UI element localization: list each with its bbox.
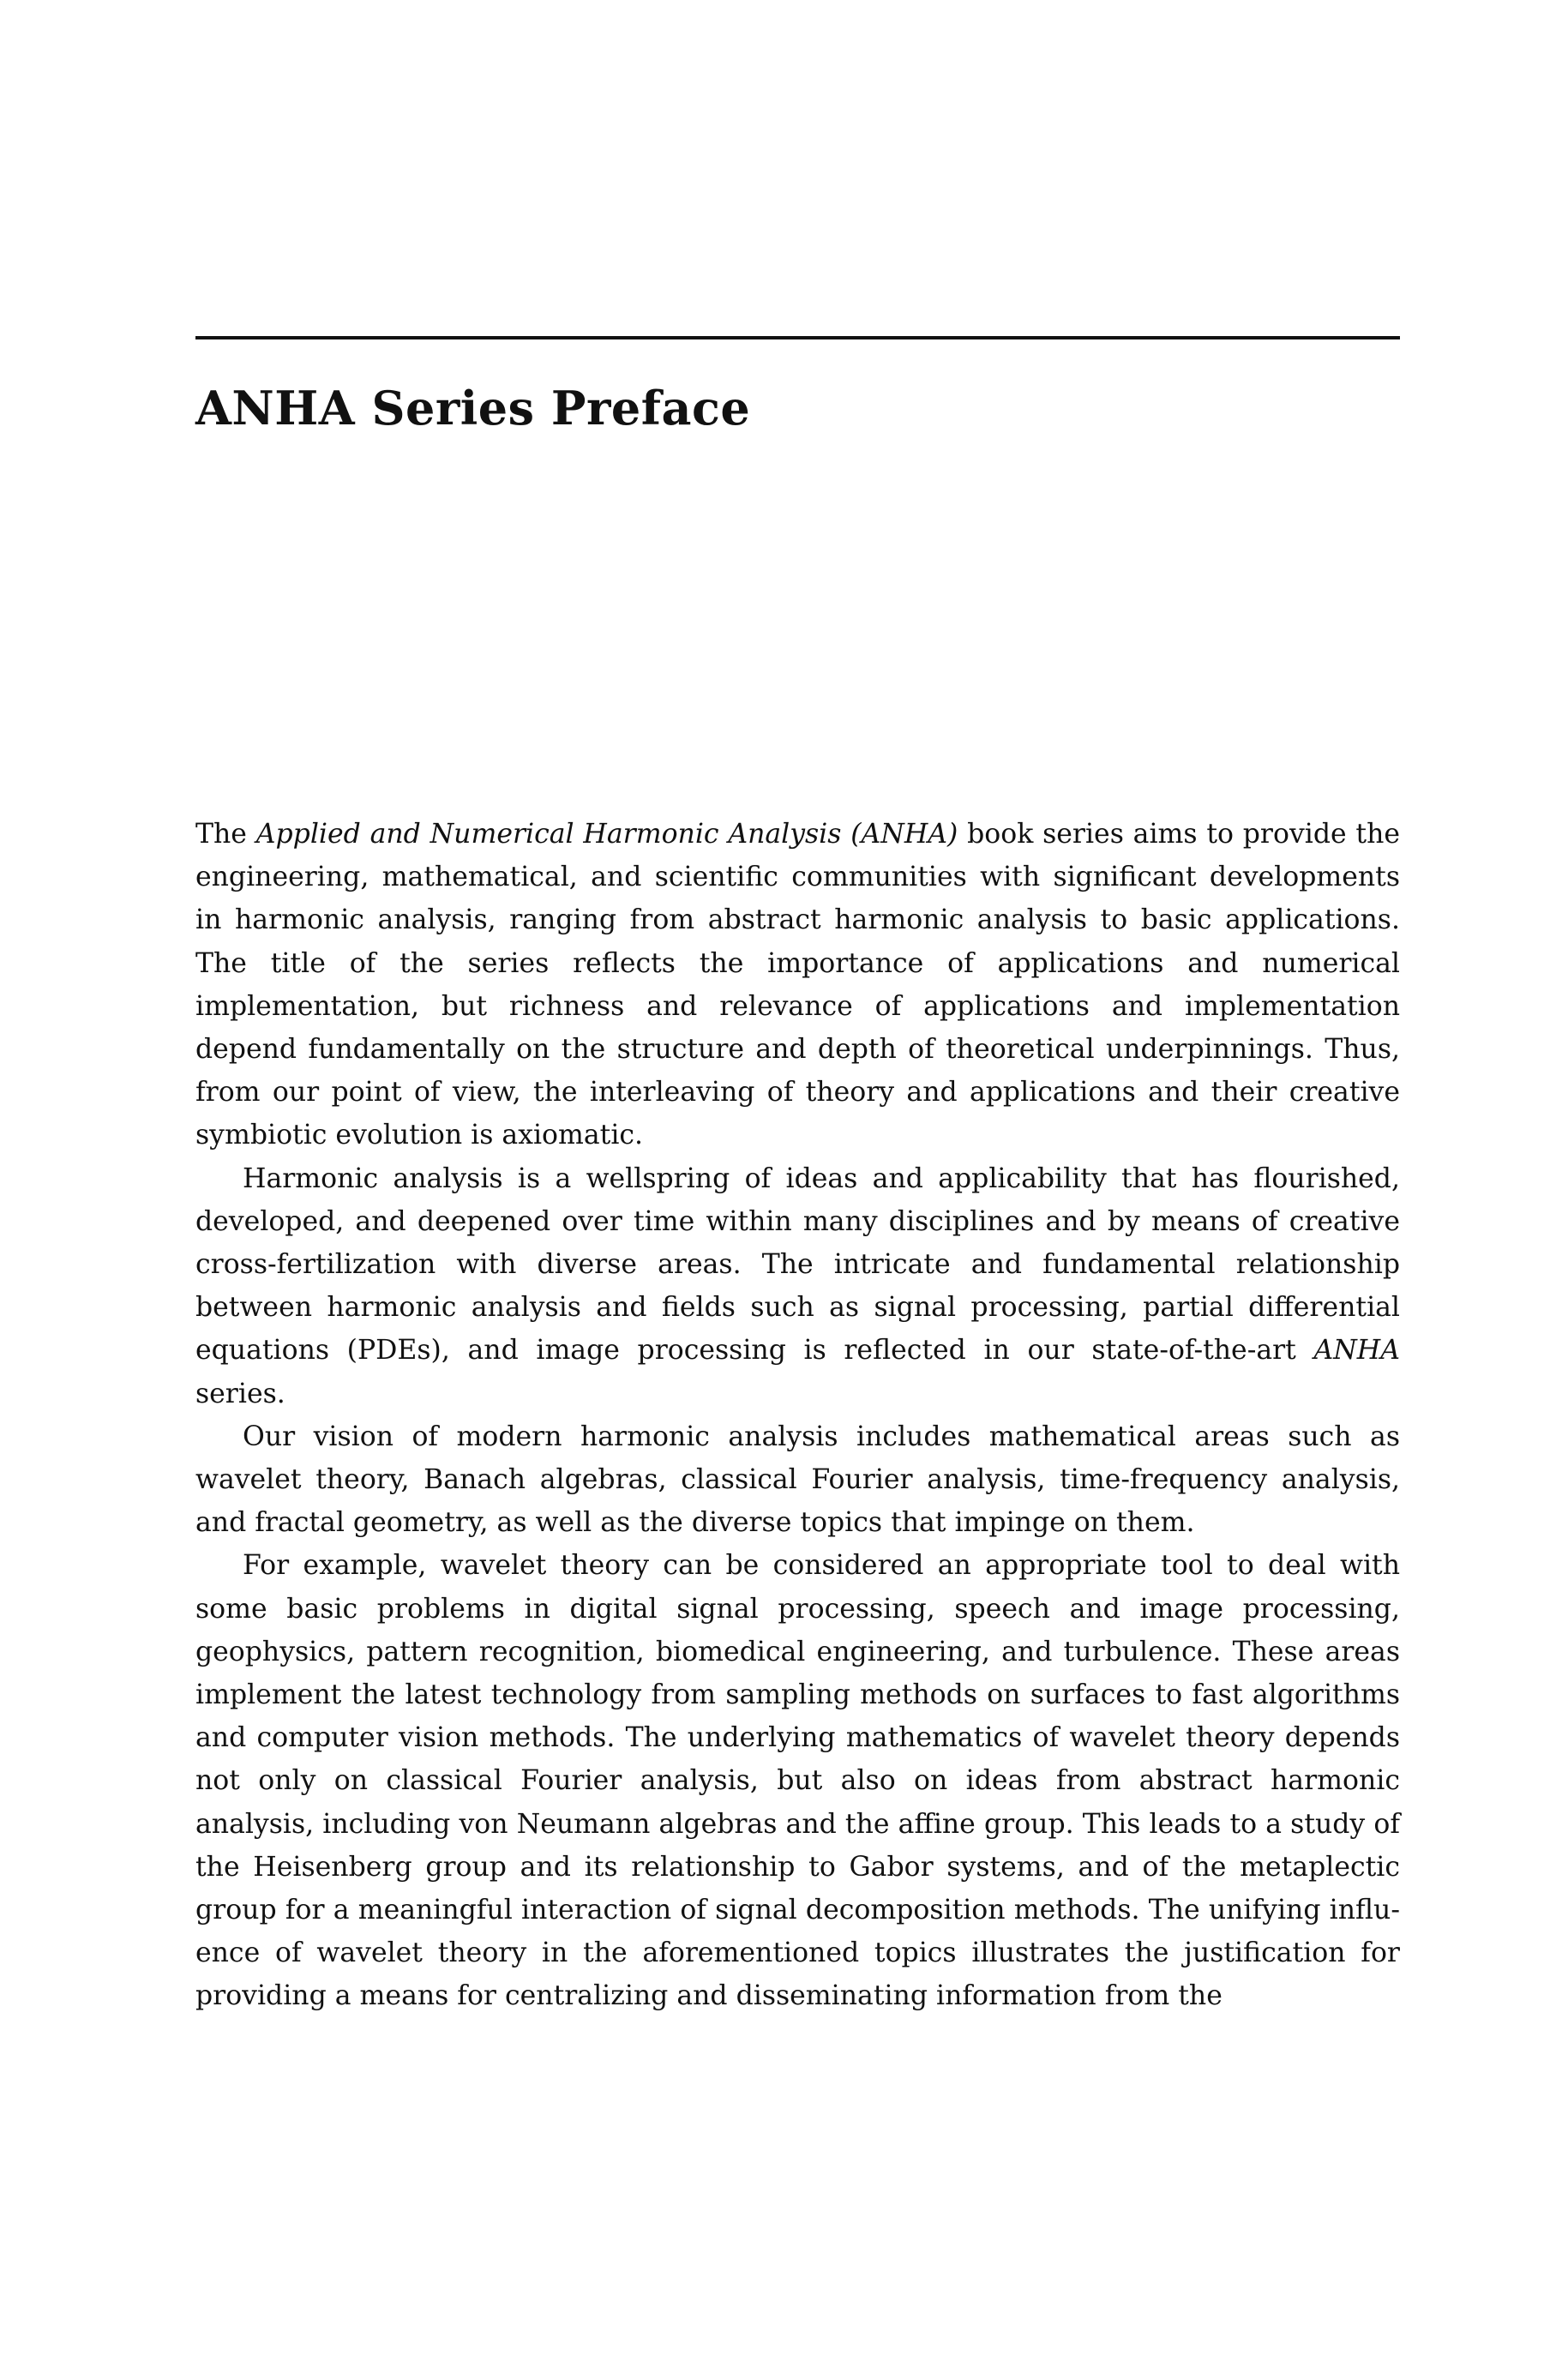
paragraph-3-text-1: Our vision of modern harmonic analysis includes mathematical areas such as wavelet theory, Banach algebras, classical Fourier analysis, time-frequency analysis, and fractal geometry, as well as the diverse topics that impinge on them. (195, 1421, 1400, 1539)
series-name-italic: Applied and Numerical Harmonic Analysis (ANHA) (255, 819, 958, 850)
preface-body (195, 813, 1400, 2018)
paragraph-2-text-2: series. (195, 1378, 285, 1409)
paragraph-1-text-2: book series aims to provide the engineering, mathematical, and scientific communities with significant developments in harmonic analysis, ranging from abstract harmonic analysis to basic applications. The title of the series reflects the importance of applications and numerical implementation, but richness and relevance of applications and implementation depend fundamentally on the structure and depth of theoretical underpinnings. Thus, from our point of view, the interleaving of theory and applications and their creative symbiotic evolution is axiomatic. (195, 819, 1401, 1151)
page-title: ANHA Series Preface (195, 381, 751, 436)
paragraph-4-text-1: For example, wavelet theory can be considered an appropriate tool to deal with some basic problems in digital signal processing, speech and image processing, geophysics, pattern recognition, biomedical engineering, and turbulence. These areas implement the latest technology from sampling methods on surfaces to fast algorithms and computer vision methods. The underlying mathematics of wavelet theory depends not only on classical Fourier analysis, but also on ideas from abstract harmonic analysis, including von Neumann algebras and the affine group. This leads to a study of the Heisenberg group and its relationship to Gabor systems, and of the metaplectic group for a meaningful interaction of signal decomposition methods. The unifying influence of wavelet theory in the aforementioned topics illustrates the justification for providing a means for centralizing and disseminating information from the (195, 1550, 1400, 2012)
paragraph-2-text-1: Harmonic analysis is a wellspring of ideas and applicability that has flourished, developed, and deepened over time within many disciplines and by means of creative cross-fertilization with diverse areas. The intricate and fundamental relationship between harmonic analysis and fields such as signal processing, partial differential equations (PDEs), and image processing is reflected in our state-of-the-art (195, 1162, 1400, 1367)
paragraph-2 (195, 1157, 1400, 1415)
paragraph-4 (195, 1544, 1400, 2017)
paragraph-3 (195, 1415, 1400, 1545)
anha-italic: ANHA (1313, 1335, 1400, 1367)
title-rule (195, 336, 1400, 339)
paragraph-1 (195, 813, 1400, 1157)
paragraph-1-text-1: The (195, 819, 256, 850)
